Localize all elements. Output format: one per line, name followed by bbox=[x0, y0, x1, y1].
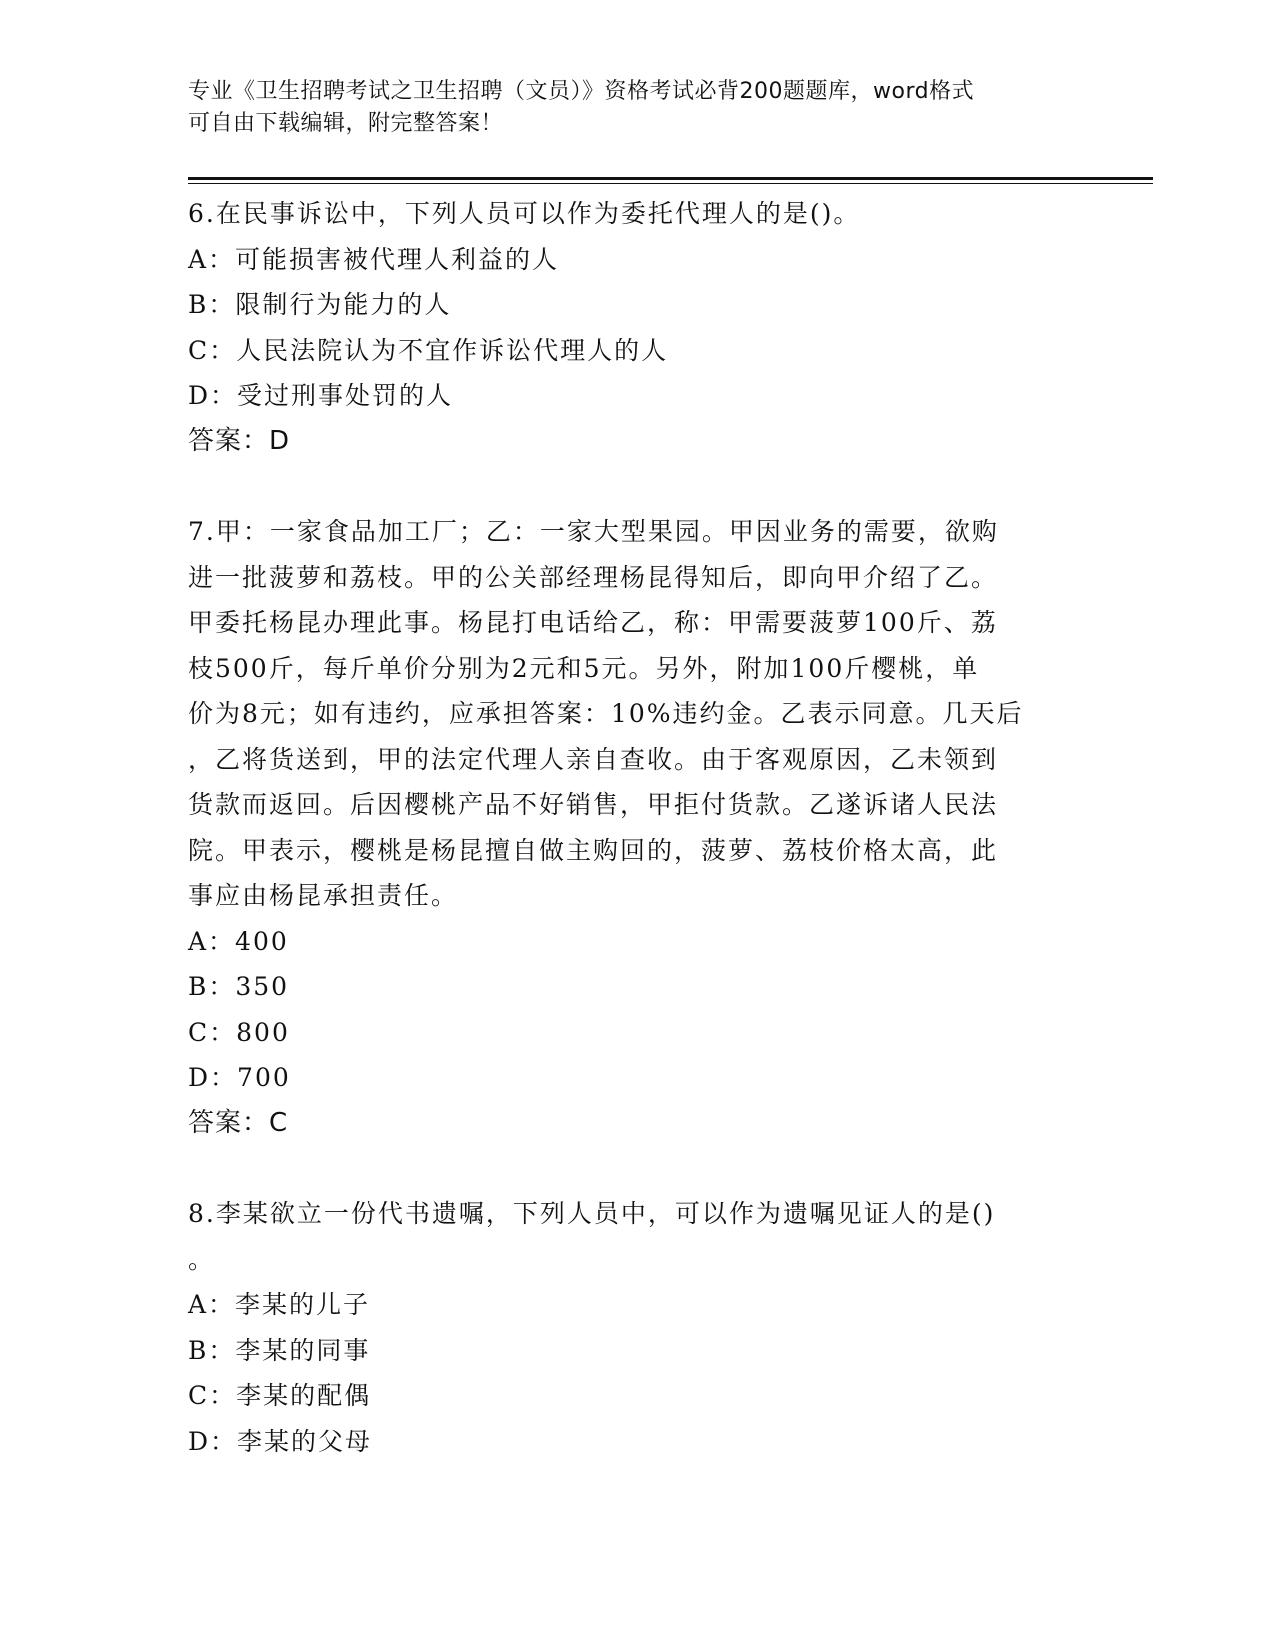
question-8 bbox=[188, 1191, 1068, 1464]
question-stem-line: 事应由杨昆承担责任。 bbox=[188, 881, 459, 910]
header-line-1: 专业《卫生招聘考试之卫生招聘（文员）》资格考试必背200题题库，word格式 bbox=[188, 79, 975, 104]
option-b: B：李某的同事 bbox=[188, 1335, 371, 1365]
option-a: A：可能损害被代理人利益的人 bbox=[188, 244, 560, 274]
question-stem-line: 院。甲表示，樱桃是杨昆擅自做主购回的，菠萝、荔枝价格太高，此 bbox=[188, 835, 999, 865]
question-stem-line: 甲委托杨昆办理此事。杨昆打电话给乙，称：甲需要菠萝100斤、荔 bbox=[188, 608, 998, 637]
question-stem: 6.在民事诉讼中，下列人员可以作为委托代理人的是()。 bbox=[188, 199, 861, 228]
option-c: C：800 bbox=[188, 1017, 290, 1047]
question-stem-line: 价为8元；如有违约，应承担答案：10%违约金。乙表示同意。几天后 bbox=[188, 699, 1024, 728]
option-c: C：李某的配偶 bbox=[188, 1381, 372, 1410]
header-divider-thin bbox=[188, 183, 1153, 184]
option-d: D：李某的父母 bbox=[188, 1426, 373, 1456]
option-b: B：限制行为能力的人 bbox=[188, 290, 452, 319]
question-stem-line: 8.李某欲立一份代书遗嘱，下列人员中，可以作为遗嘱见证人的是() bbox=[188, 1199, 996, 1228]
answer: 答案：D bbox=[188, 425, 291, 456]
question-stem-line: 枝500斤，每斤单价分别为2元和5元。另外，附加100斤樱桃，单 bbox=[188, 653, 980, 683]
answer: 答案：C bbox=[188, 1107, 289, 1138]
question-7 bbox=[188, 509, 1068, 1146]
question-spacer bbox=[188, 1146, 1068, 1191]
header-line-2: 可自由下载编辑，附完整答案！ bbox=[188, 111, 504, 136]
option-d: D：700 bbox=[188, 1063, 291, 1092]
question-stem-line: 进一批菠萝和荔枝。甲的公关部经理杨昆得知后，即向甲介绍了乙。 bbox=[188, 562, 999, 592]
question-stem-line: 货款而返回。后因樱桃产品不好销售，甲拒付货款。乙遂诉诸人民法 bbox=[188, 790, 999, 819]
question-stem-line: ，乙将货送到，甲的法定代理人亲自查收。由于客观原因，乙未领到 bbox=[188, 744, 999, 774]
header-divider-thick bbox=[188, 177, 1153, 180]
document-header bbox=[188, 76, 1068, 140]
question-6 bbox=[188, 191, 1068, 464]
option-b: B：350 bbox=[188, 972, 290, 1001]
question-spacer bbox=[188, 464, 1068, 509]
option-c: C：人民法院认为不宜作诉讼代理人的人 bbox=[188, 335, 669, 365]
question-stem-line: 。 bbox=[188, 1244, 216, 1274]
option-d: D：受过刑事处罚的人 bbox=[188, 381, 454, 410]
option-a: A：李某的儿子 bbox=[188, 1290, 371, 1319]
option-a: A：400 bbox=[188, 926, 289, 956]
question-list bbox=[188, 191, 1068, 1464]
question-stem-line: 7.甲：一家食品加工厂；乙：一家大型果园。甲因业务的需要，欲购 bbox=[188, 517, 999, 546]
